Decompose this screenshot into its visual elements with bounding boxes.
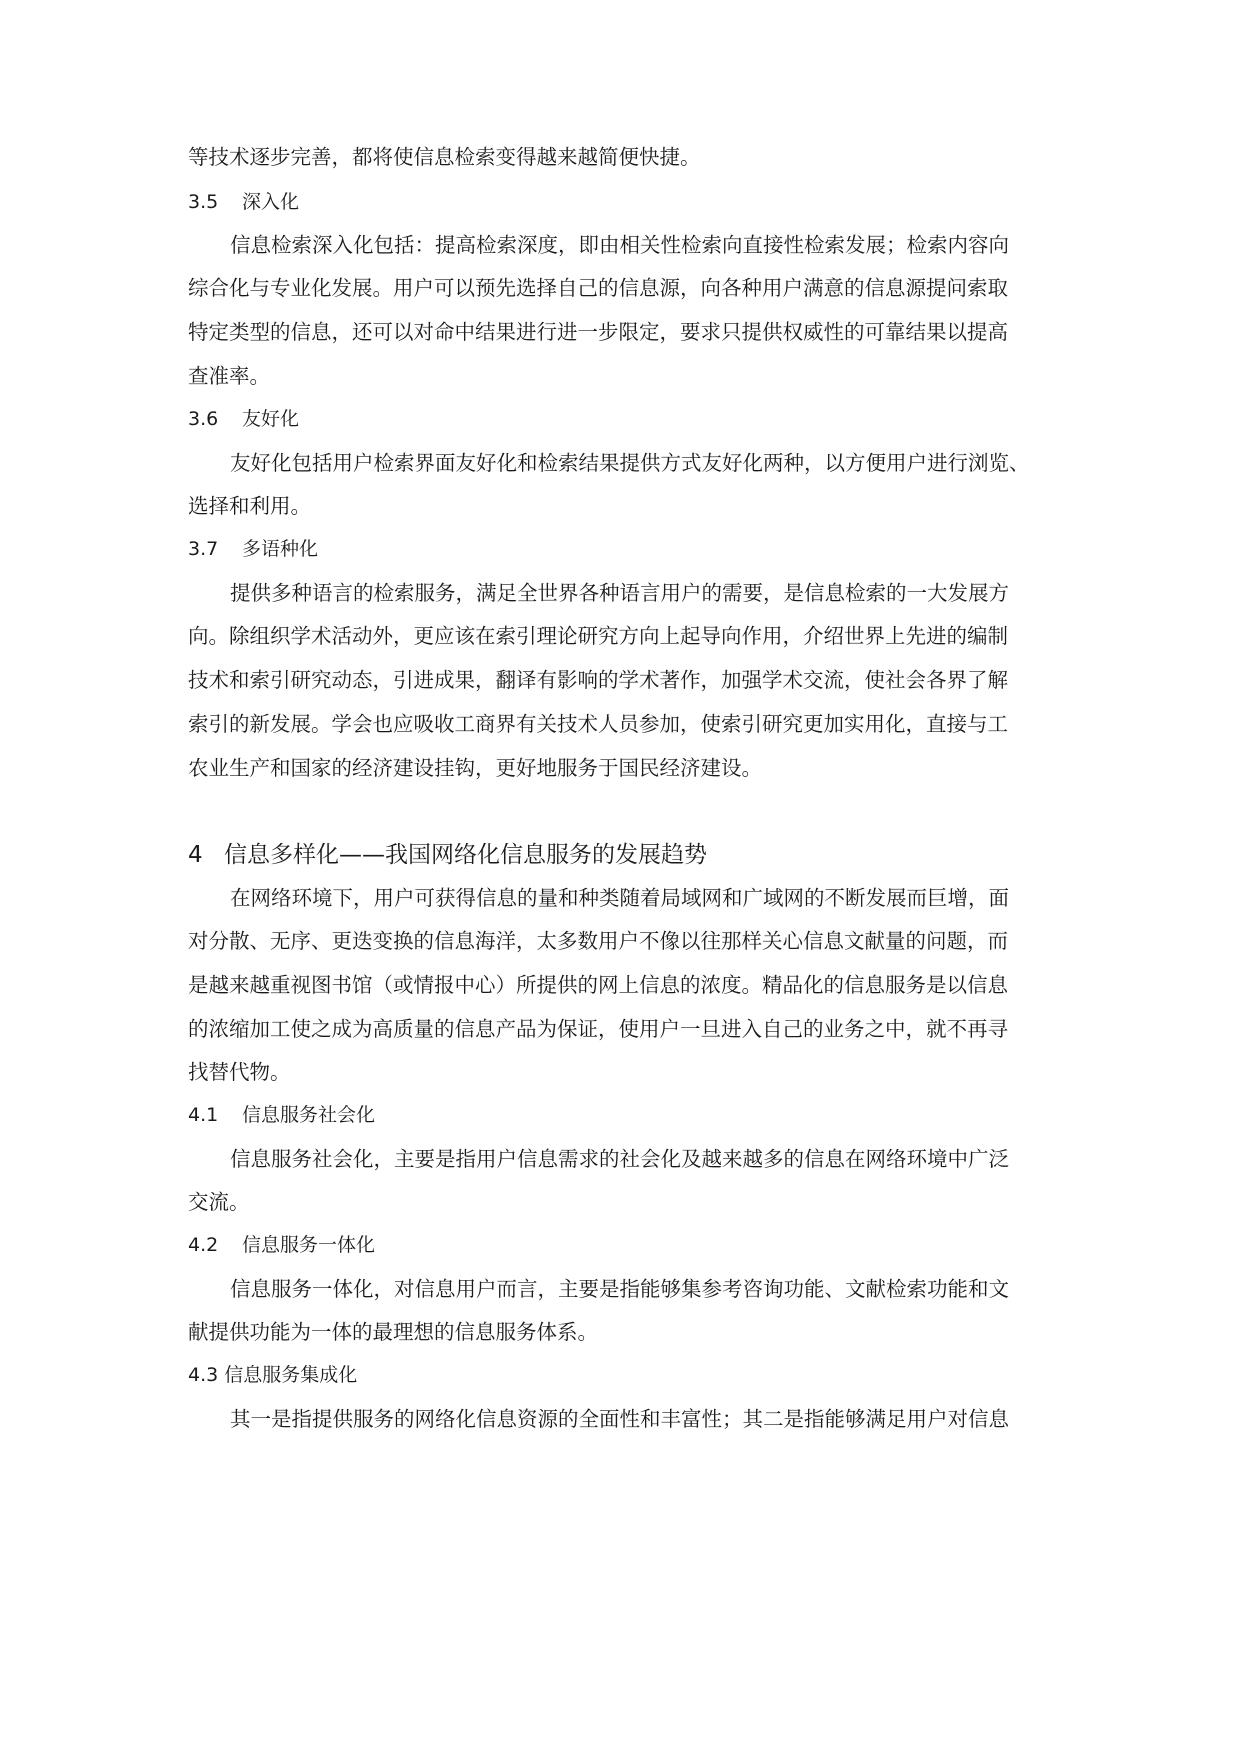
heading-4-3-number: 4.3 [188, 1364, 219, 1386]
para-4-line-3: 是越来越重视图书馆（或情报中心）所提供的网上信息的浓度。精品化的信息服务是以信息 [188, 973, 1008, 997]
para-4-line-2: 对分散、无序、更迭变换的信息海洋，太多数用户不像以往那样关心信息文献量的问题，而 [188, 929, 1008, 953]
para-4-line-4: 的浓缩加工使之成为高质量的信息产品为保证，使用户一旦进入自己的业务之中，就不再寻 [188, 1017, 1008, 1041]
heading-4-title: 信息多样化——我国网络化信息服务的发展趋势 [224, 842, 707, 868]
heading-4-number: 4 [188, 842, 203, 868]
heading-4-2 [188, 1232, 375, 1258]
heading-3-7-title: 多语种化 [242, 538, 319, 560]
heading-4-3-title: 信息服务集成化 [224, 1364, 358, 1386]
continuation-line: 等技术逐步完善，都将使信息检索变得越来越简便快捷。 [188, 145, 701, 169]
heading-3-7-number: 3.7 [188, 538, 219, 560]
heading-3-5 [188, 189, 299, 215]
heading-3-6-title: 友好化 [242, 408, 300, 430]
para-3-6-line-2: 选择和利用。 [188, 494, 311, 518]
heading-4-1-number: 4.1 [188, 1104, 219, 1126]
para-3-7-line-1: 提供多种语言的检索服务，满足全世界各种语言用户的需要，是信息检索的一大发展方 [230, 581, 1009, 605]
para-4-2-line-1: 信息服务一体化，对信息用户而言，主要是指能够集参考咨询功能、文献检索功能和文 [230, 1277, 1009, 1301]
para-3-5-line-3: 特定类型的信息，还可以对命中结果进行进一步限定，要求只提供权威性的可靠结果以提高 [188, 320, 1008, 344]
heading-4-2-number: 4.2 [188, 1234, 219, 1256]
heading-4-1 [188, 1102, 375, 1128]
heading-4-3 [188, 1362, 357, 1388]
heading-3-6-number: 3.6 [188, 408, 219, 430]
para-4-2-line-2: 献提供功能为一体的最理想的信息服务体系。 [188, 1320, 598, 1344]
heading-3-7 [188, 536, 318, 562]
para-3-6-line-1: 友好化包括用户检索界面友好化和检索结果提供方式友好化两种，以方便用户进行浏览、 [230, 451, 1030, 475]
para-4-line-5: 找替代物。 [188, 1060, 291, 1084]
heading-3-6 [188, 406, 299, 432]
para-3-5-line-4: 查准率。 [188, 364, 270, 388]
heading-3-5-number: 3.5 [188, 191, 219, 213]
para-4-1-line-2: 交流。 [188, 1190, 250, 1214]
para-4-line-1: 在网络环境下，用户可获得信息的量和种类随着局域网和广域网的不断发展而巨增，面 [230, 886, 1009, 910]
para-3-7-line-2: 向。除组织学术活动外，更应该在索引理论研究方向上起导向作用，介绍世界上先进的编制 [188, 624, 1008, 648]
heading-3-5-title: 深入化 [242, 191, 300, 213]
para-4-1-line-1: 信息服务社会化，主要是指用户信息需求的社会化及越来越多的信息在网络环境中广泛 [230, 1147, 1009, 1171]
para-3-5-line-2: 综合化与专业化发展。用户可以预先选择自己的信息源，向各种用户满意的信息源提问索取 [188, 276, 1008, 300]
para-4-3-line-1: 其一是指提供服务的网络化信息资源的全面性和丰富性；其二是指能够满足用户对信息 [230, 1407, 1009, 1431]
para-3-7-line-5: 农业生产和国家的经济建设挂钩，更好地服务于国民经济建设。 [188, 756, 762, 780]
heading-4-1-title: 信息服务社会化 [242, 1104, 376, 1126]
para-3-7-line-3: 技术和索引研究动态，引进成果，翻译有影响的学术著作，加强学术交流，使社会各界了解 [188, 668, 1008, 692]
para-3-5-line-1: 信息检索深入化包括：提高检索深度，即由相关性检索向直接性检索发展；检索内容向 [230, 233, 1009, 257]
heading-4-2-title: 信息服务一体化 [242, 1234, 376, 1256]
heading-4 [188, 840, 707, 870]
para-3-7-line-4: 索引的新发展。学会也应吸收工商界有关技术人员参加，使索引研究更加实用化，直接与工 [188, 712, 1008, 736]
